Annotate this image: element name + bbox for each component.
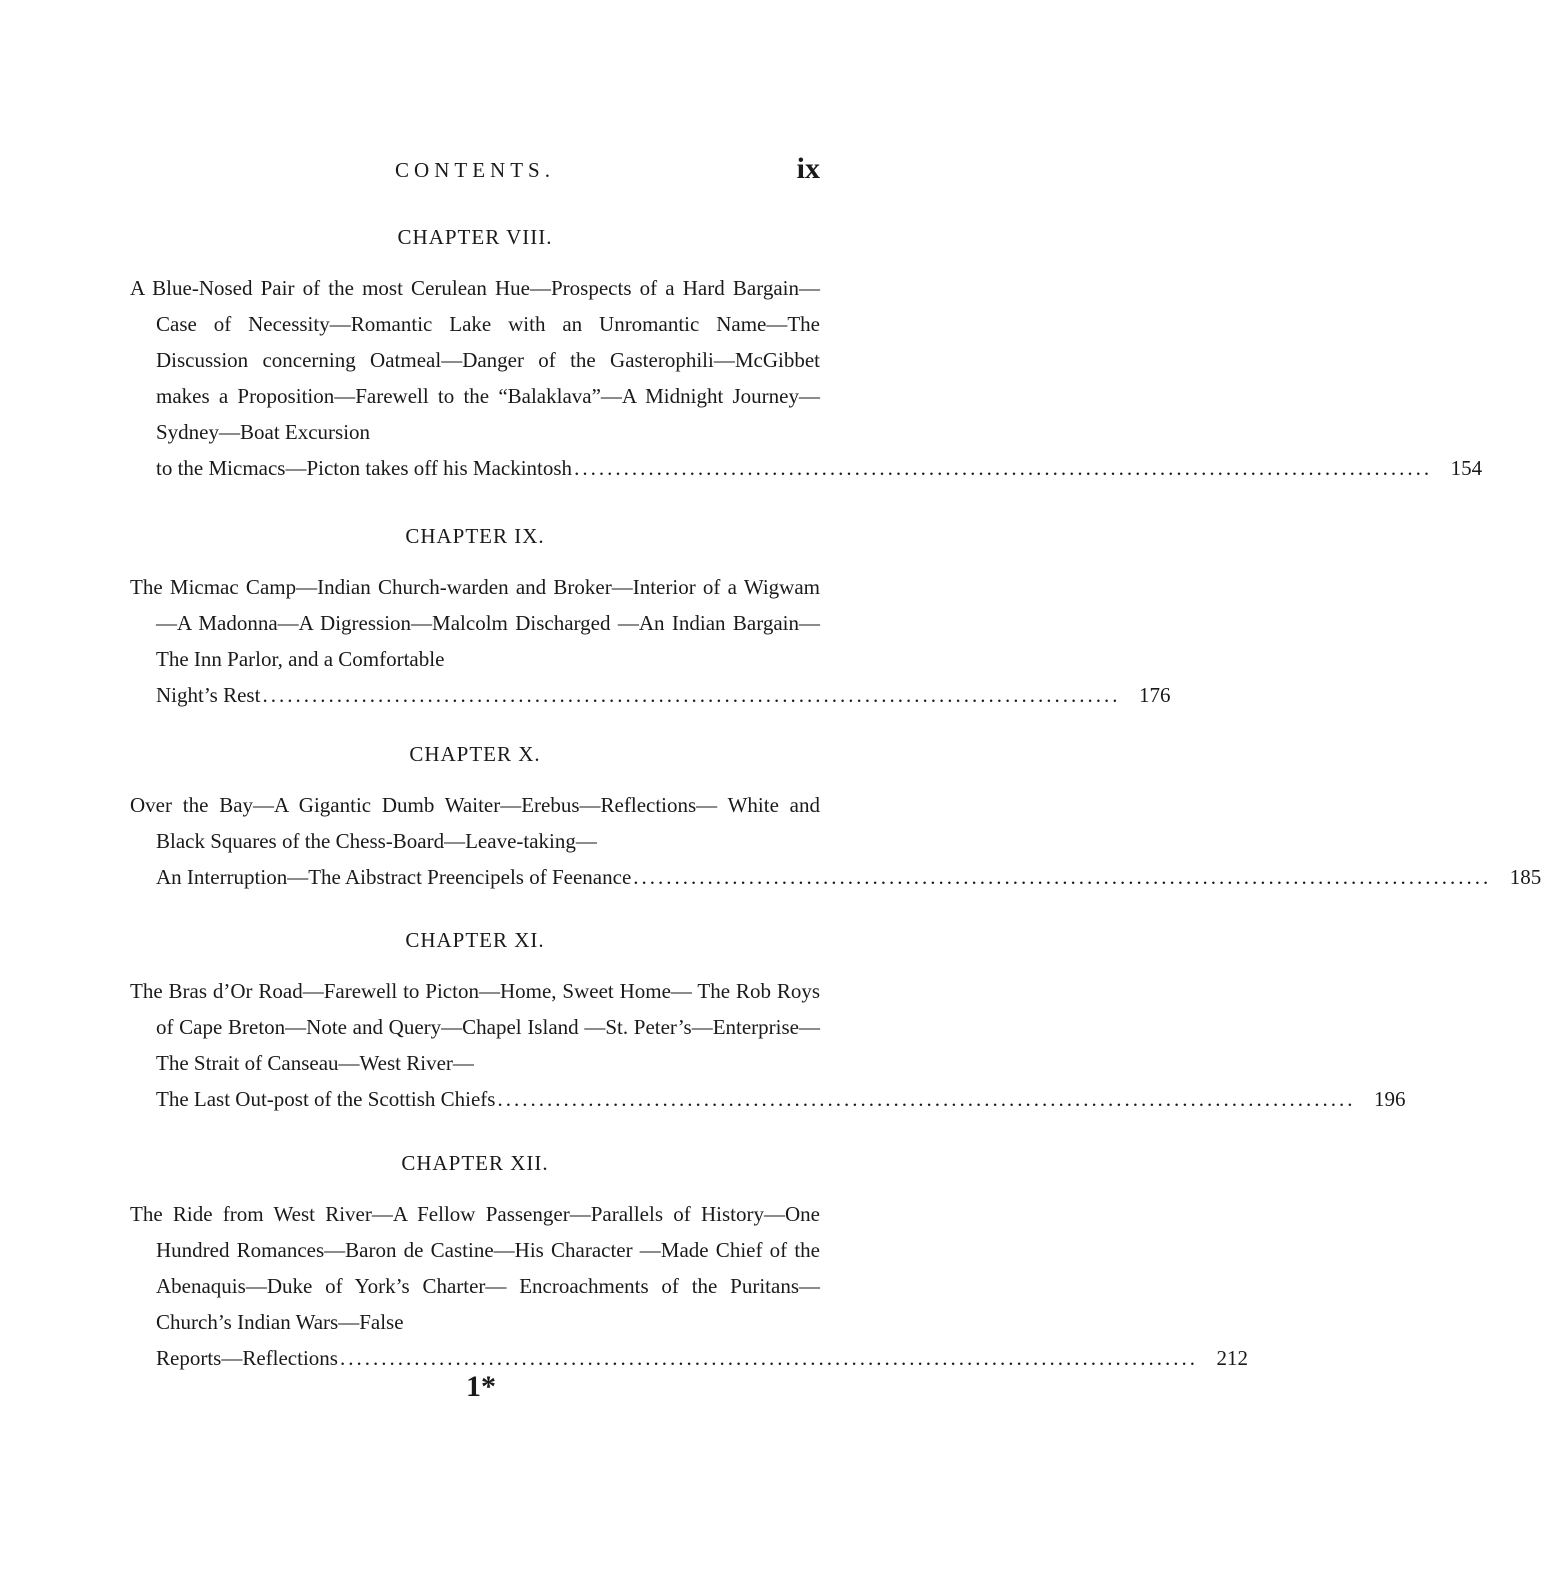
chapter-summary: A Blue-Nosed Pair of the most Cerulean Hue—Prospects of a Hard Bargain—Case of Necessity—Romantic Lake with an Unromantic Name—The Discussion concerning Oatmeal—Danger of the Gasterophili—McGibbet makes a Proposition—Farewell to the “Balaklava”—A Midnight Journey—Sydney—Boat Excursion: [130, 276, 820, 444]
dot-leader: ........................................................................................................: [497, 1087, 1356, 1111]
chapter-title: CHAPTER IX.: [405, 524, 545, 548]
chapter-page-number: 154: [1450, 456, 1483, 480]
chapter-summary-end: The Last Out-post of the Scottish Chiefs: [156, 1087, 496, 1111]
chapter-entry-viii: [130, 222, 1483, 486]
chapter-page-number: 176: [1138, 683, 1171, 707]
running-head: [130, 152, 820, 192]
chapter-page-number: 212: [1216, 1346, 1248, 1370]
chapter-summary: Over the Bay—A Gigantic Dumb Waiter—Erebus—Reflections— White and Black Squares of the Chess-Board—Leave-taking—: [130, 793, 820, 853]
chapter-summary-end: to the Micmacs—Picton takes off his Mackintosh: [156, 456, 573, 480]
signature-mark: 1*: [466, 1370, 496, 1403]
chapter-summary-end: Night’s Rest: [156, 683, 261, 707]
dot-leader: ........................................................................................................: [339, 1346, 1198, 1370]
chapter-entry-x: [130, 739, 1541, 895]
dot-leader: ........................................................................................................: [633, 865, 1492, 889]
chapter-summary: The Ride from West River—A Fellow Passenger—Parallels of History—One Hundred Romances—Baron de Castine—His Character —Made Chief of the Abenaquis—Duke of York’s Charter— Encroachments of the Puritans—Church’s Indian Wars—False: [130, 1202, 820, 1334]
toc-entry-line: [130, 450, 1483, 486]
dot-leader: ........................................................................................................: [574, 456, 1433, 480]
page-number: ix: [796, 152, 820, 185]
chapter-entry-xii: [130, 1148, 1248, 1376]
chapter-title: CHAPTER X.: [409, 742, 541, 766]
chapter-entry-xi: [130, 925, 1406, 1117]
chapter-summary: The Micmac Camp—Indian Church-warden and Broker—Interior of a Wigwam—A Madonna—A Digression—Malcolm Discharged —An Indian Bargain—The Inn Parlor, and a Comfortable: [130, 575, 820, 671]
chapter-entry-ix: [130, 521, 1171, 713]
chapter-page-number: 196: [1373, 1087, 1406, 1111]
toc-entry-line: [130, 677, 1171, 713]
chapter-page-number: 185: [1509, 865, 1541, 889]
chapter-summary-end: An Interruption—The Aibstract Preencipels of Feenance: [156, 865, 632, 889]
chapter-title: CHAPTER XII.: [401, 1151, 549, 1175]
chapter-summary-end: Reports—Reflections: [156, 1346, 338, 1370]
dot-leader: ........................................................................................................: [262, 683, 1121, 707]
chapter-title: CHAPTER XI.: [405, 928, 545, 952]
toc-entry-line: [130, 1081, 1406, 1117]
chapter-title: CHAPTER VIII.: [397, 225, 553, 249]
toc-entry-line: [130, 859, 1541, 895]
running-title: CONTENTS.: [395, 158, 555, 182]
chapter-summary: The Bras d’Or Road—Farewell to Picton—Home, Sweet Home— The Rob Roys of Cape Breton—Note and Query—Chapel Island —St. Peter’s—Enterprise—The Strait of Canseau—West River—: [130, 979, 820, 1075]
